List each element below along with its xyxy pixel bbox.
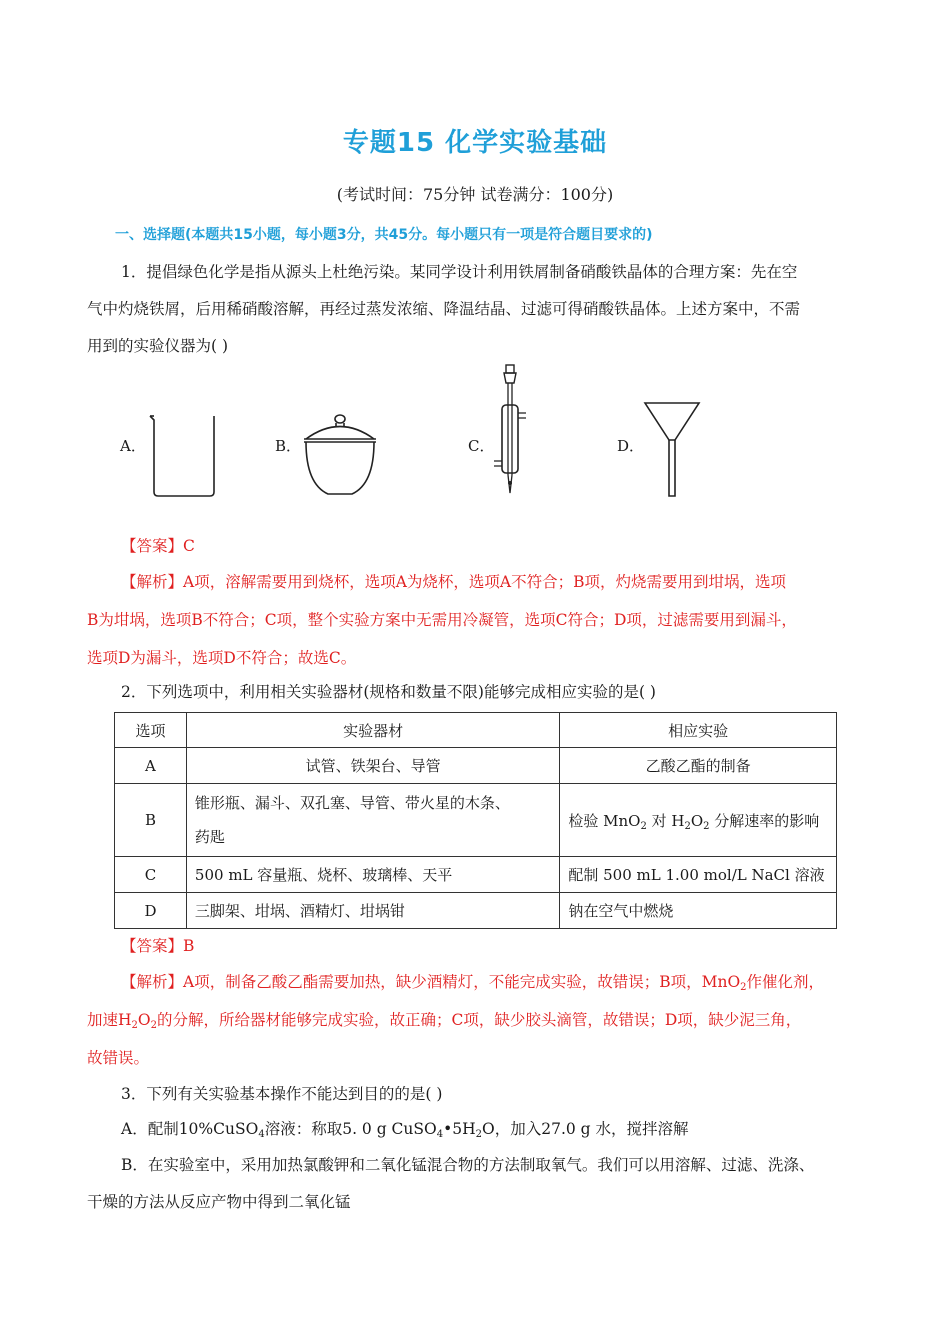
table-header-row: [115, 713, 837, 748]
beaker-icon: [148, 410, 220, 500]
subscript: 2: [475, 1129, 483, 1140]
text-part: 溶液：称取5. 0 g CuSO: [264, 1120, 437, 1138]
condenser-icon: [490, 363, 530, 503]
q1-answer: 【答案】C: [121, 537, 195, 555]
q3-question: 3．下列有关实验基本操作不能达到目的的是( ): [121, 1085, 443, 1103]
text-part: 的分解，所给器材能够完成实验，故正确；C项，缺少胶头滴管，故错误；D项，缺少泥三角，: [157, 1011, 802, 1029]
q1-line-1: 1．提倡绿色化学是指从源头上杜绝污染。某同学设计利用铁屑制备硝酸铁晶体的合理方案：先在空: [121, 263, 798, 281]
page-title: 专题15 化学实验基础: [342, 128, 608, 158]
table-row: [115, 893, 837, 929]
q1-line-2: 气中灼烧铁屑，后用稀硝酸溶解，再经过蒸发浓缩、降温结晶、过滤可得硝酸铁晶体。上述方案中，不需: [87, 300, 801, 318]
header-option: 选项: [115, 713, 187, 748]
row-experiment: 乙酸乙酯的制备: [560, 748, 837, 784]
header-equipment: 实验器材: [186, 713, 559, 748]
row-option: A: [115, 748, 187, 784]
text-part: O: [690, 811, 704, 830]
header-experiment: 相应实验: [560, 713, 837, 748]
q1-option-c-label: C．: [468, 437, 495, 455]
q1-analysis-line-1: 【解析】A项，溶解需要用到烧杯，选项A为烧杯，选项A不符合；B项，灼烧需要用到坩埚，选项: [121, 573, 786, 591]
text-part: 加速H: [87, 1011, 132, 1029]
q2-analysis-line-2: [87, 1008, 801, 1030]
row-option: B: [115, 784, 187, 857]
subscript: 4: [258, 1129, 265, 1140]
subscript: 2: [640, 820, 647, 832]
text-part: 作催化剂，: [746, 973, 825, 991]
q3-option-b-line-2: 干燥的方法从反应产物中得到二氧化锰: [87, 1193, 351, 1211]
text-part: •5H: [443, 1120, 476, 1138]
q1-option-b-label: B．: [275, 437, 302, 455]
equipment-line-1: 锥形瓶、漏斗、双孔塞、导管、带火星的木条、: [194, 794, 510, 812]
q1-line-3: 用到的实验仪器为( ): [87, 337, 229, 355]
row-option: C: [115, 857, 187, 893]
row-experiment: [560, 784, 837, 857]
text-part: 检验 MnO: [568, 811, 641, 830]
table-row: [115, 784, 837, 857]
table-row: [115, 857, 837, 893]
q2-analysis-line-3: 故错误。: [87, 1049, 150, 1067]
text-part: O: [137, 1011, 151, 1029]
subscript: 2: [150, 1020, 157, 1031]
row-equipment: [186, 784, 559, 857]
q2-answer: 【答案】B: [121, 937, 195, 955]
q1-option-d-label: D．: [617, 437, 645, 455]
text-part: 对 H: [646, 811, 685, 830]
row-experiment: 钠在空气中燃烧: [560, 893, 837, 929]
q1-analysis-line-2: B为坩埚，选项B不符合；C项，整个实验方案中无需用冷凝管，选项C符合；D项，过滤需要用到漏斗，: [87, 611, 797, 629]
text-part: O，加入27.0 g 水，搅拌溶解: [482, 1120, 689, 1138]
subscript: 2: [131, 1020, 138, 1031]
q3-option-b-line-1: B．在实验室中，采用加热氯酸钾和二氧化锰混合物的方法制取氧气。我们可以用溶解、过滤、洗涤、: [121, 1156, 815, 1174]
text-part: 分解速率的影响: [709, 811, 820, 830]
exam-info: (考试时间：75分钟 试卷满分：100分): [336, 185, 614, 204]
q1-option-a-label: A．: [120, 437, 146, 455]
row-experiment: 配制 500 mL 1.00 mol/L NaCl 溶液: [560, 857, 837, 893]
q2-analysis-line-1: [121, 970, 824, 992]
row-equipment: 试管、铁架台、导管: [186, 748, 559, 784]
text-part: 【解析】A项，制备乙酸乙酯需要加热，缺少酒精灯，不能完成实验，故错误；B项，MnO: [121, 973, 741, 991]
subscript: 4: [436, 1129, 444, 1140]
equipment-table: [114, 712, 837, 929]
equipment-line-2: 药匙: [194, 828, 225, 846]
row-equipment: 500 mL 容量瓶、烧杯、玻璃棒、天平: [186, 857, 559, 893]
subscript: 2: [740, 982, 747, 993]
row-option: D: [115, 893, 187, 929]
funnel-icon: [642, 400, 702, 500]
row-equipment: 三脚架、坩埚、酒精灯、坩埚钳: [186, 893, 559, 929]
subscript: 2: [703, 820, 710, 832]
section-heading: 一、选择题(本题共15小题，每小题3分，共45分。每小题只有一项是符合题目要求的): [115, 227, 653, 243]
text-part: A．配制10%CuSO: [121, 1120, 259, 1138]
table-row: [115, 748, 837, 784]
subscript: 2: [684, 820, 691, 832]
crucible-icon: [300, 414, 380, 500]
q1-analysis-line-3: 选项D为漏斗，选项D不符合；故选C。: [87, 649, 357, 667]
q3-option-a: [121, 1117, 689, 1139]
q2-question: 2．下列选项中，利用相关实验器材(规格和数量不限)能够完成相应实验的是( ): [121, 683, 656, 701]
